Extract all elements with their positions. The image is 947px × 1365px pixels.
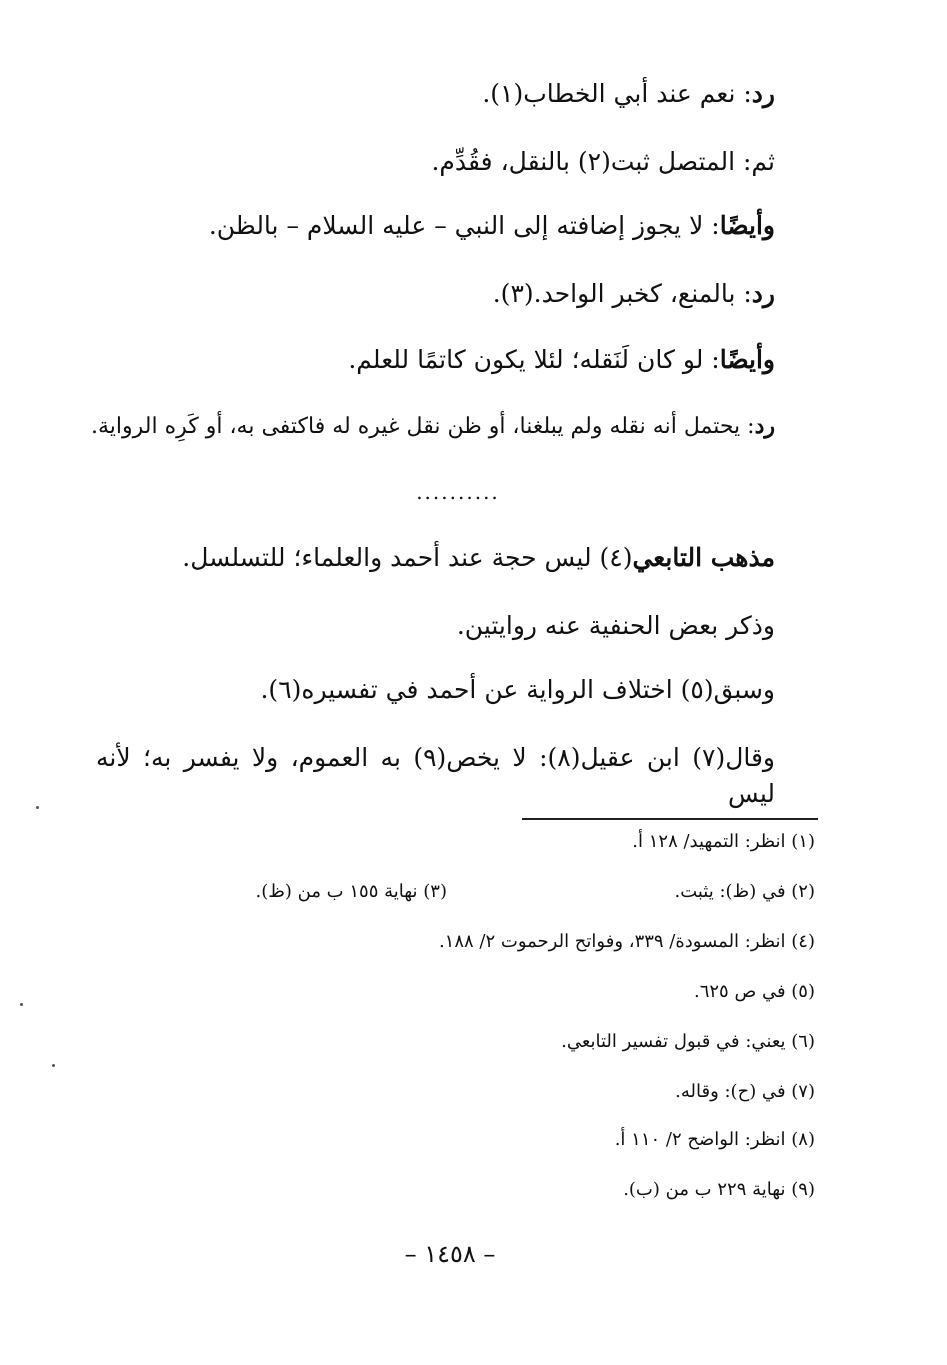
text-line-7 — [182, 540, 775, 576]
footnote-1: (١) انظر: التمهيد/ ١٢٨ أ. — [632, 831, 815, 852]
line-body: (٤) ليس حجة عند أحمد والعلماء؛ للتسلسل. — [182, 543, 633, 572]
line-lead: مذهب التابعي — [632, 543, 775, 572]
line-body: : بالمنع، كخبر الواحد.(٣). — [492, 279, 752, 308]
text-line-1 — [482, 76, 775, 112]
line-lead: رد — [751, 279, 775, 308]
text-line-4 — [493, 276, 775, 312]
line-body: وسبق(٥) اختلاف الرواية عن أحمد في تفسيره(٦). — [260, 675, 775, 704]
footnote-6: (٦) يعني: في قبول تفسير التابعي. — [561, 1031, 815, 1052]
footnote-divider — [522, 818, 818, 820]
section-separator: .......... — [416, 480, 500, 504]
line-body: : لو كان لَنَقله؛ لئلا يكون كاتمًا للعلم. — [348, 345, 720, 374]
line-body: وذكر بعض الحنفية عنه روايتين. — [456, 611, 775, 640]
scan-speck — [20, 1003, 23, 1006]
footnote-5: (٥) في ص ٦٢٥. — [693, 981, 815, 1002]
footnote-7: (٧) في (ح): وقاله. — [675, 1081, 815, 1102]
text-line-6 — [91, 408, 775, 445]
footnote-8: (٨) انظر: الواضح ٢/ ١١٠ أ. — [614, 1129, 815, 1150]
line-lead: رد — [754, 413, 775, 439]
page-number: – ١٤٥٨ – — [404, 1240, 496, 1268]
footnote-4: (٤) انظر: المسودة/ ٣٣٩، وفواتح الرحموت ٢/ ١٨٨. — [438, 931, 815, 952]
line-body: : يحتمل أنه نقله ولم يبلغنا، أو ظن نقل غيره له فاكتفى به، أو كَرِه الرواية. — [90, 414, 755, 439]
footnote-9: (٩) نهاية ٢٢٩ ب من (ب). — [623, 1179, 815, 1200]
scan-speck — [36, 806, 39, 809]
footnote-2: (٢) في (ظ): يثبت. — [674, 881, 815, 902]
line-lead: وأيضًا — [719, 211, 775, 240]
text-line-5 — [348, 342, 775, 378]
line-body: ثم: المتصل ثبت(٢) بالنقل، فقُدِّم. — [431, 147, 775, 176]
text-line-10 — [96, 740, 775, 812]
scan-speck — [52, 1064, 55, 1067]
line-body: : نعم عند أبي الخطاب(١). — [482, 79, 752, 108]
line-lead: رد — [751, 79, 775, 108]
text-line-3 — [209, 208, 775, 244]
text-line-8 — [457, 608, 775, 644]
line-lead: وأيضًا — [719, 345, 775, 374]
text-line-2 — [431, 144, 775, 180]
line-body: وقال(٧) ابن عقيل(٨): لا يخص(٩) به العموم، ولا يفسر به؛ لأنه ليس — [96, 743, 775, 808]
text-line-9 — [260, 672, 775, 708]
line-body: : لا يجوز إضافته إلى النبي – عليه السلام – بالظن. — [208, 211, 720, 240]
footnote-3: (٣) نهاية ١٥٥ ب من (ظ). — [255, 881, 447, 902]
